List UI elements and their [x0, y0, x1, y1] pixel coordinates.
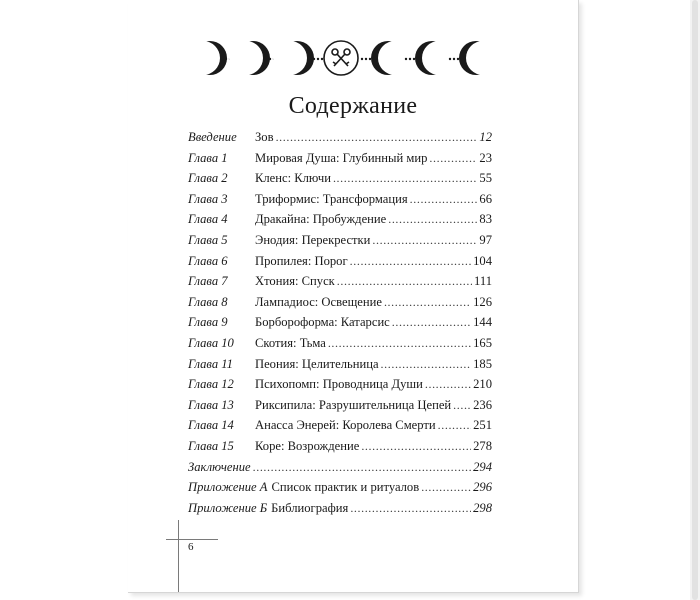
toc-label: Глава 3: [188, 191, 228, 206]
toc-label: Глава 14: [188, 418, 234, 433]
dot-leader: [388, 212, 477, 227]
toc-entry: Анасса Энерей: Королева Смерти: [255, 418, 436, 433]
toc-label: Приложение А: [188, 480, 268, 495]
toc-entry: Коре: Возрождение: [255, 438, 360, 453]
crossed-keys-icon: [324, 41, 358, 75]
toc-page-number: 23: [479, 150, 492, 165]
toc-entry: Скотия: Тьма: [255, 335, 326, 350]
toc-row: [188, 315, 492, 336]
toc-entry: Борбороформа: Катарсис: [255, 315, 390, 330]
toc-row: [188, 130, 492, 151]
toc-entry: Триформис: Трансформация: [255, 191, 408, 206]
toc-label: Приложение Б: [188, 500, 268, 515]
toc-row: [188, 480, 492, 501]
toc-entry: Список практик и ритуалов: [271, 480, 420, 495]
dots-icon: [313, 58, 323, 60]
toc-row: [188, 192, 492, 213]
dot-leader: [453, 398, 471, 413]
toc-page-number: 104: [473, 253, 492, 268]
toc-row: [188, 336, 492, 357]
toc-row: [188, 501, 492, 522]
dot-leader: [429, 151, 477, 166]
toc-page-number: 55: [479, 171, 492, 186]
toc-page-number: 296: [473, 480, 492, 495]
dot-leader: [253, 460, 471, 475]
toc-row: [188, 254, 492, 275]
dot-leader: [392, 315, 471, 330]
waning-crescent-icon: [459, 41, 496, 75]
document-page: [128, 0, 579, 593]
toc-label: Введение: [188, 130, 237, 144]
toc-label: Глава 10: [188, 335, 234, 350]
toc-page-number: 165: [473, 335, 492, 350]
table-of-contents: [188, 130, 492, 521]
dot-leader: [276, 130, 478, 145]
dot-leader: [425, 377, 471, 392]
waxing-crescent-icon: [273, 41, 314, 75]
toc-row: [188, 460, 492, 481]
toc-row: [188, 274, 492, 295]
toc-row: [188, 418, 492, 439]
toc-row: [188, 439, 492, 460]
toc-entry: Кленс: Ключи: [255, 171, 331, 186]
dot-leader: [350, 501, 471, 516]
toc-page-number: 185: [473, 356, 492, 371]
toc-label: Глава 7: [188, 274, 228, 289]
vertical-scrollbar[interactable]: [690, 0, 700, 600]
dots-icon: [361, 58, 371, 60]
toc-label: Глава 12: [188, 377, 234, 392]
page-number: 6: [188, 541, 194, 553]
toc-page-number: 251: [473, 418, 492, 433]
toc-page-number: 144: [473, 315, 492, 330]
toc-label: Глава 15: [188, 438, 234, 453]
toc-row: [188, 151, 492, 172]
toc-entry: Пропилея: Порог: [255, 253, 348, 268]
toc-label: Глава 13: [188, 397, 234, 412]
waxing-crescent-icon: [229, 41, 270, 75]
dot-leader: [350, 254, 471, 269]
toc-entry: Зов: [255, 130, 274, 144]
dot-leader: [361, 439, 471, 454]
crop-mark-horizontal: [166, 539, 218, 540]
dot-leader: [372, 233, 477, 248]
toc-label: Глава 5: [188, 232, 228, 247]
toc-label: Глава 8: [188, 294, 228, 309]
toc-page-number: 12: [479, 130, 492, 144]
dot-leader: [438, 418, 471, 433]
toc-page-number: 278: [473, 438, 492, 453]
dot-leader: [410, 192, 478, 207]
toc-page-number: 126: [473, 294, 492, 309]
toc-entry: Мировая Душа: Глубинный мир: [255, 150, 428, 165]
toc-entry: Энодия: Перекрестки: [255, 232, 371, 247]
dot-leader: [328, 336, 471, 351]
dot-leader: [384, 295, 471, 310]
toc-label: Глава 2: [188, 171, 228, 186]
dot-leader: [381, 357, 472, 372]
toc-label: Заключение: [188, 459, 251, 474]
toc-page-number: 236: [473, 397, 492, 412]
toc-entry: Риксипила: Разрушительница Цепей: [255, 397, 452, 412]
toc-row: [188, 171, 492, 192]
dots-icon: [405, 58, 415, 60]
toc-label: Глава 6: [188, 253, 228, 268]
toc-entry: Пеония: Целительница: [255, 356, 379, 371]
toc-entry: Библиография: [271, 500, 349, 515]
toc-page-number: 97: [479, 232, 492, 247]
dot-leader: [337, 274, 472, 289]
toc-row: [188, 398, 492, 419]
toc-page-number: 294: [473, 459, 492, 474]
toc-row: [188, 377, 492, 398]
dots-icon: [449, 58, 459, 60]
toc-label: Глава 9: [188, 315, 228, 330]
dot-leader: [333, 171, 477, 186]
toc-row: [188, 357, 492, 378]
toc-entry: Лампадиос: Освещение: [255, 294, 382, 309]
toc-entry: Дракайна: Пробуждение: [255, 212, 387, 227]
crop-mark-vertical: [178, 520, 179, 592]
toc-row: [188, 212, 492, 233]
toc-row: [188, 295, 492, 316]
toc-page-number: 83: [479, 212, 492, 227]
toc-label: Глава 11: [188, 356, 233, 371]
moon-phases-ornament: [186, 35, 496, 81]
scrollbar-thumb[interactable]: [692, 0, 698, 600]
toc-page-number: 66: [479, 191, 492, 206]
waxing-crescent-icon: [186, 41, 227, 75]
toc-label: Глава 4: [188, 212, 228, 227]
dot-leader: [421, 480, 471, 495]
toc-entry: Хтония: Спуск: [255, 274, 335, 289]
toc-entry: Психопомп: Проводница Души: [255, 377, 423, 392]
page-title: Содержание: [288, 93, 418, 119]
toc-page-number: 298: [473, 500, 492, 515]
toc-page-number: 210: [473, 377, 492, 392]
toc-page-number: 111: [474, 274, 492, 289]
toc-label: Глава 1: [188, 150, 228, 165]
toc-row: [188, 233, 492, 254]
